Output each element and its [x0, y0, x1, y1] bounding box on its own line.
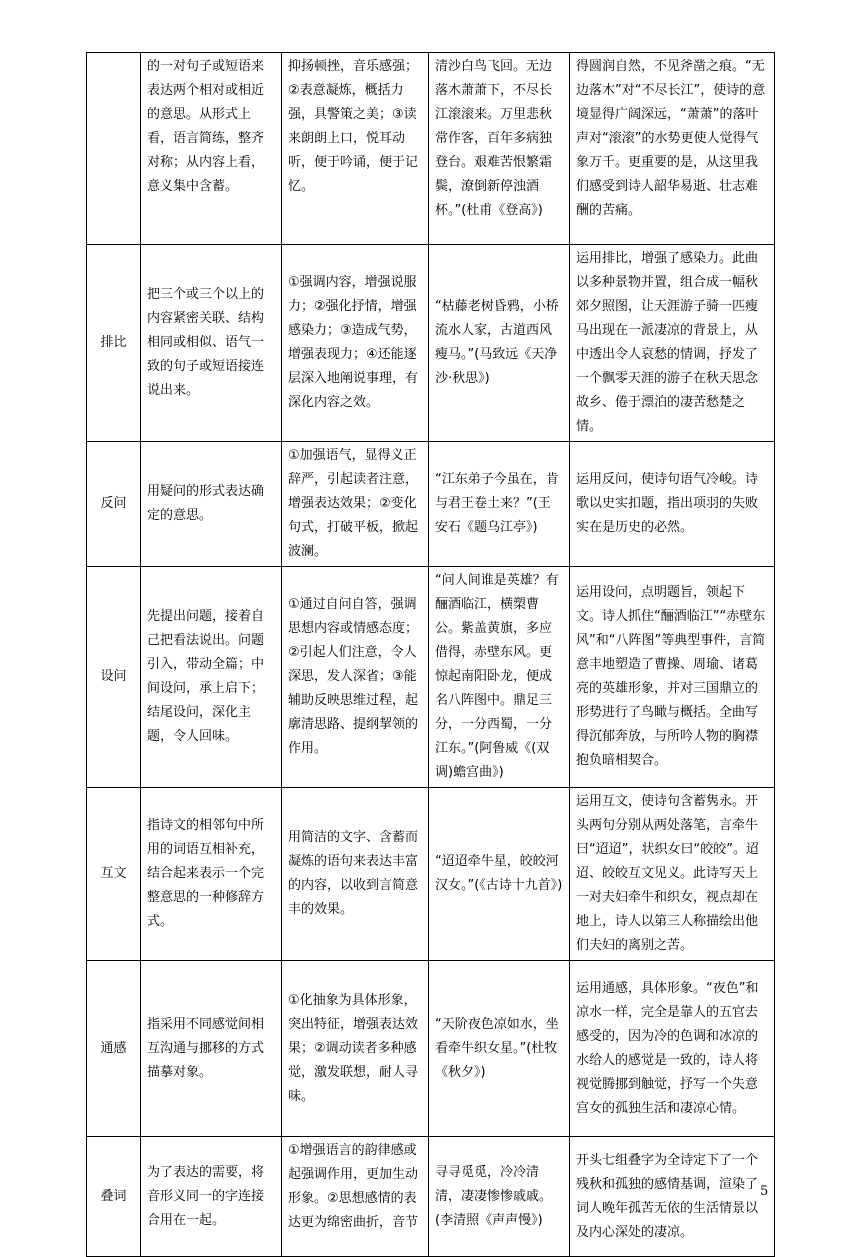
example-cell: “天阶夜色凉如水，坐看牵牛织女星。”(杜牧《秋夕》): [429, 961, 570, 1137]
analysis-cell: 运用通感，具体形象。“夜色”和凉水一样，完全是靠人的五官去感受的，因为冷的色调和冰凉的水给人的感觉是一致的，诗人将视觉腾挪到触觉，抒写一个失意宫女的孤独生活和凄凉心情。: [570, 961, 775, 1137]
table-row-paibi: [87, 245, 775, 442]
effect-cell: 抑扬顿挫，音乐感强；②表意凝炼，概括力强，具警策之美；③读来朗朗上口，悦耳动听，便于吟诵，便于记忆。: [282, 53, 429, 245]
definition-cell: 先提出问题，接着自己把看法说出。问题引入，带动全篇；中间设问，承上启下；结尾设问，深化主题，令人回味。: [141, 567, 282, 788]
example-cell: 寻寻觅觅，冷冷清清，凄凄惨惨戚戚。(李清照《声声慢》): [429, 1137, 570, 1257]
analysis-cell: 得圆润自然，不见斧凿之痕。“无边落木”对“不尽长江”，使诗的意境显得广阔深远，“萧萧”的落叶声对“滚滚”的水势更使人觉得气象万千。更重要的是，从这里我们感受到诗人韶华易逝、壮志难酬的苦痛。: [570, 53, 775, 245]
effect-cell: 用简洁的文字、含蓄而凝炼的语句来表达丰富的内容，以收到言简意丰的效果。: [282, 788, 429, 961]
analysis-cell: 运用反问，使诗句语气冷峻。诗歌以史实扣题，指出项羽的失败实在是历史的必然。: [570, 442, 775, 567]
effect-cell: ①强调内容，增强说服力；②强化抒情，增强感染力；③造成气势，增强表现力；④还能逐层深入地阐说事理，有深化内容之效。: [282, 245, 429, 442]
definition-cell: 把三个或三个以上的内容紧密关联、结构相同或相似、语气一致的句子或短语接连说出来。: [141, 245, 282, 442]
example-cell: “江东弟子今虽在，肯与君王卷土来？”(王安石《题乌江亭》): [429, 442, 570, 567]
analysis-cell: 运用设问，点明题旨，领起下文。诗人抓住“酾酒临江”“赤壁东风”和“八阵图”等典型事件，言简意丰地塑造了曹操、周瑜、诸葛亮的英雄形象，并对三国鼎立的形势进行了鸟瞰与概括。全曲写得沉郁奔放，与所吟人物的胸襟抱负暗相契合。: [570, 567, 775, 788]
effect-cell: ①加强语气，显得义正辞严，引起读者注意，增强表达效果；②变化句式，打破平板，掀起波澜。: [282, 442, 429, 567]
analysis-cell: 开头七组叠字为全诗定下了一个残秋和孤独的感情基调，渲染了词人晚年孤苦无依的生活情景以及内心深处的凄凉。: [570, 1137, 775, 1257]
example-cell: “问人间谁是英雄？有酾酒临江，横槊曹公。紫盖黄旗，多应借得，赤壁东风。更惊起南阳卧龙，便成名八阵图中。鼎足三分，一分西蜀，一分江东。”(阿鲁威《(双调)蟾宫曲》): [429, 567, 570, 788]
definition-cell: 指采用不同感觉间相互沟通与挪移的方式描摹对象。: [141, 961, 282, 1137]
effect-cell: ①增强语言的韵律感或起强调作用，更加生动形象。②思想感情的表达更为绵密曲折，音节: [282, 1137, 429, 1257]
definition-cell: 为了表达的需要，将音形义同一的字连接合用在一起。: [141, 1137, 282, 1257]
table-row-huwen: [87, 788, 775, 961]
example-cell: 清沙白鸟飞回。无边落木萧萧下，不尽长江滚滚来。万里悲秋常作客，百年多病独登台。艰难苦恨繁霜鬓，潦倒新停浊酒杯。”(杜甫《登高》): [429, 53, 570, 245]
page-number: 5: [760, 1184, 769, 1199]
table-row-dieci: [87, 1137, 775, 1257]
effect-cell: ①化抽象为具体形象，突出特征，增强表达效果；②调动读者多种感觉，激发联想，耐人寻味。: [282, 961, 429, 1137]
table-row-shewen: [87, 567, 775, 788]
device-name: [87, 53, 141, 245]
device-name: 排比: [87, 245, 141, 442]
analysis-cell: 运用互文，使诗句含蓄隽永。开头两句分别从两处落笔，言牵牛曰“迢迢”，状织女曰“皎皎”。迢迢、皎皎互文见义。此诗写天上一对夫妇牵牛和织女，视点却在地上，诗人以第三人称描绘出他们夫妇的离别之苦。: [570, 788, 775, 961]
device-name: 反问: [87, 442, 141, 567]
definition-cell: 的一对句子或短语来表达两个相对或相近的意思。从形式上看，语言简练，整齐对称；从内容上看，意义集中含蓄。: [141, 53, 282, 245]
table-row-duiou: [87, 53, 775, 245]
device-name: 设问: [87, 567, 141, 788]
analysis-cell: 运用排比，增强了感染力。此曲以多种景物并置，组合成一幅秋郊夕照图，让天涯游子骑一匹瘦马出现在一派凄凉的背景上，从中透出令人哀愁的情调，抒发了一个飘零天涯的游子在秋天思念故乡、倦于漂泊的凄苦愁楚之情。: [570, 245, 775, 442]
device-name: 通感: [87, 961, 141, 1137]
rhetoric-table: [86, 52, 775, 1257]
definition-cell: 指诗文的相邻句中所用的词语互相补充，结合起来表示一个完整意思的一种修辞方式。: [141, 788, 282, 961]
example-cell: “迢迢牵牛星，皎皎河汉女。”(《古诗十九首》): [429, 788, 570, 961]
device-name: 互文: [87, 788, 141, 961]
table-row-fanwen: [87, 442, 775, 567]
example-cell: “枯藤老树昏鸦，小桥流水人家，古道西风瘦马。”(马致远《天净沙·秋思》): [429, 245, 570, 442]
effect-cell: ①通过自问自答，强调思想内容或情感态度；②引起人们注意，令人深思，发人深省；③能辅助反映思维过程，起廓清思路、提纲挈领的作用。: [282, 567, 429, 788]
definition-cell: 用疑问的形式表达确定的意思。: [141, 442, 282, 567]
device-name: 叠词: [87, 1137, 141, 1257]
table-row-tonggan: [87, 961, 775, 1137]
